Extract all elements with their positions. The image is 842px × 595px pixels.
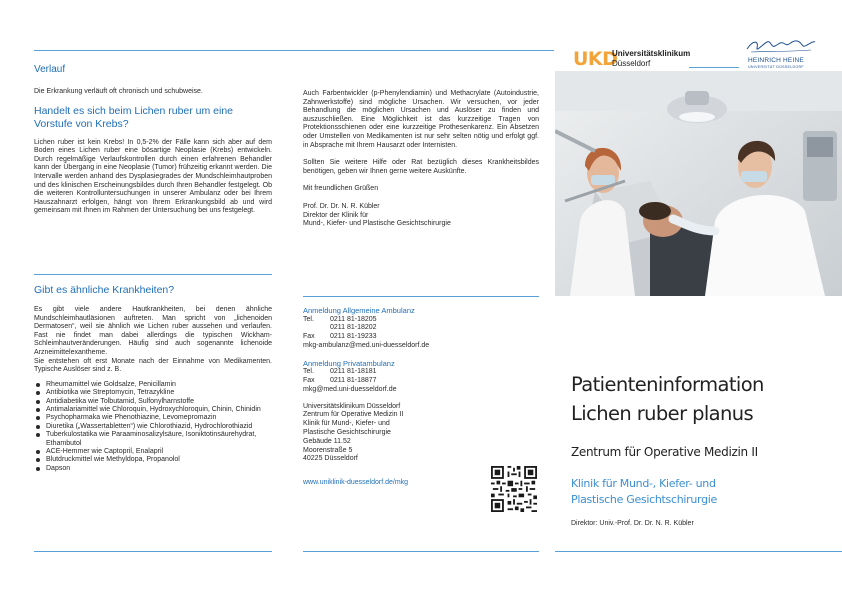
signature-block xyxy=(303,203,539,229)
verlauf-text: Die Erkrankung verläuft oft chronisch und schubweise. xyxy=(34,88,203,95)
page-title xyxy=(571,370,764,428)
allg-contact xyxy=(303,316,539,351)
list-item: Antidiabetika wie Tolbutamid, Sulfonylharnstoffe xyxy=(34,398,272,406)
clinic-photo xyxy=(555,71,842,296)
bullet-icon xyxy=(36,467,40,471)
bullet-icon xyxy=(36,416,40,420)
krebs-text: Lichen ruber ist kein Krebs! In 0,5-2% der Fälle kann sich aber auf dem Boden eines Lichen ruber eine bösartige Neoplasie (Krebs) entwickeln. Durch regelmäßige Verlaufskontrollen durch einen erfahrenen Behandler kann der Übergang in eine Neoplasie (Tumor) frühzeitig erkannt werden. Die Intervalle werden anhand des Dysplasiegrades der Mundschleimhautproben und des klinischen Erscheinungsbildes durch Ihren Behandler festgelegt. Ob die weiteren Kontrolluntersuchungen in unserer Ambulanz oder bei Ihrem Hauszahnarzt erfolgen, hängt von Ihrem Erkrankungsbild ab und wird gemeinsam mit Ihnen im Rahmen der Untersuchung bei uns festgelegt. xyxy=(34,138,272,215)
ukd-logo: UKD xyxy=(573,48,618,70)
fax-number: 0211 81-18877 xyxy=(330,376,377,384)
list-item: Dapson xyxy=(34,465,272,473)
website-link[interactable]: www.uniklinik-duesseldorf.de/mkg xyxy=(303,479,409,487)
address-line: 40225 Düsseldorf xyxy=(303,455,358,463)
list-item: Antimalariamittel wie Chloroquin, Hydroxychloroquin, Chinin, Chinidin xyxy=(34,406,272,414)
medication-list xyxy=(34,381,272,473)
contact-block xyxy=(303,306,539,486)
address-block xyxy=(303,403,539,465)
bullet-icon xyxy=(36,433,40,437)
clinic-line-1: Klinik für Mund-, Kiefer- und xyxy=(571,477,716,490)
list-item: Rheumamittel wie Goldsalze, Penicillamin xyxy=(34,381,272,389)
left-column xyxy=(34,64,272,216)
greeting: Mit freundlichen Grüßen xyxy=(303,185,379,193)
address-line: Zentrum für Operative Medizin II xyxy=(303,411,404,419)
hhu-signature-logo xyxy=(745,36,817,56)
middle-paragraph-1: Auch Farbentwickler (p-Phenylendiamin) und Methacrylate (Autoindustrie, Zahnwerkstoffe) sind mögliche Ursachen. Wir versuchen, vor jeder Behandlung die möglichen Ursachen und Auslöser zu finden und auszuschließen. Eine Möglichkeit ist das kurzzeitige Tragen von Protektionsschienen oder eine kurzzeitige Prothesenkarenz. Ein Absetzen oder Umstellen von Medikamenten ist nur sehr selten nötig und erfolgt ggf. in Absprache mit Ihrem Hausarzt oder Internisten. xyxy=(303,90,539,149)
heading-krebs: Handelt es sich beim Lichen ruber um eine Vorstufe von Krebs? xyxy=(34,104,234,130)
bottom-rule-left xyxy=(34,551,272,552)
hhu-subtitle: UNIVERSITÄT DÜSSELDORF xyxy=(748,65,804,69)
phone-number: 0211 81-18202 xyxy=(330,324,377,332)
fax-key: Fax xyxy=(303,333,315,341)
tel-key: Tel. xyxy=(303,368,314,376)
signature-line: Mund-, Kiefer- und Plastische Gesichtschirurgie xyxy=(303,220,451,228)
address-line: Klinik für Mund-, Kiefer- und xyxy=(303,420,390,428)
clinic-name xyxy=(571,476,717,507)
middle-column xyxy=(303,90,539,229)
middle-paragraph-2: Sollten Sie weitere Hilfe oder Rat bezüglich dieses Krankheitsbildes benötigen, geben wir Ihnen gerne weitere Auskünfte. xyxy=(303,159,539,175)
list-item: ACE-Hemmer wie Captopril, Enalapril xyxy=(34,448,272,456)
director-line: Direktor: Univ.-Prof. Dr. Dr. N. R. Kübler xyxy=(571,520,694,527)
ukd-name xyxy=(612,49,690,68)
fax-number: 0211 81-19233 xyxy=(330,333,377,341)
address-line: Gebäude 11.52 xyxy=(303,437,351,445)
phone-number: 0211 81-18205 xyxy=(330,315,377,323)
bullet-icon xyxy=(36,391,40,395)
left-section-rule-1 xyxy=(34,274,272,275)
heading-aehnlich: Gibt es ähnliche Krankheiten? xyxy=(34,284,175,296)
email-link[interactable]: mkg-ambulanz@med.uni-duesseldorf.de xyxy=(303,341,430,349)
bullet-icon xyxy=(36,458,40,462)
aehnlich-text: Es gibt viele andere Hautkrankheiten, bei denen ähnliche Mundschleimhautläsionen auftreten. Man spricht von „lichenoiden Dermatosen“, weil sie ähnlich wie Lichen ruber aussehen und verlaufen. Fast nie findet man dabei allerdings die typischen Wickham-Schleimhautveränderungen. Häufig sind auch sogenannte lichenoide Arzneimittelexantheme. xyxy=(34,306,272,356)
left-column-lower xyxy=(34,284,272,473)
allg-ambulanz-label: Anmeldung Allgemeine Ambulanz xyxy=(303,306,415,315)
priv-contact xyxy=(303,368,539,394)
email-link[interactable]: mkg@med.uni-duesseldorf.de xyxy=(303,385,397,393)
signature-line: Prof. Dr. Dr. N. R. Kübler xyxy=(303,202,380,210)
title-line-2: Lichen ruber planus xyxy=(571,402,754,425)
address-line: Universitätsklinikum Düsseldorf xyxy=(303,402,401,410)
top-rule-right xyxy=(689,67,739,68)
middle-section-rule xyxy=(303,296,539,297)
address-line: Moorenstraße 5 xyxy=(303,446,353,454)
clinic-line-2: Plastische Gesichtschirurgie xyxy=(571,492,717,506)
heading-verlauf: Verlauf xyxy=(34,64,66,75)
list-item: Tuberkulostatika wie Paraaminosalizylsäure, Isoniktotinsäurehydrat, Ethambutol xyxy=(34,431,272,448)
bullet-icon xyxy=(36,383,40,387)
bullet-icon xyxy=(36,400,40,404)
bullet-icon xyxy=(36,450,40,454)
address-line: Plastische Gesichtschirurgie xyxy=(303,428,391,436)
list-item: Blutdruckmittel wie Methyldopa, Propanolol xyxy=(34,456,272,464)
title-line-1: Patienteninformation xyxy=(571,373,764,396)
tel-key: Tel. xyxy=(303,315,314,323)
list-item: Diuretika („Wassertabletten“) wie Chlorothiazid, Hydrochlorothiazid xyxy=(34,423,272,431)
bottom-rule-mid xyxy=(303,551,539,552)
list-item: Antibiotika wie Streptomycin, Tetrazykline xyxy=(34,389,272,397)
hhu-name: HEINRICH HEINE xyxy=(748,57,804,64)
aehnlich-text-2: Sie entstehen oft erst Monate nach der Einnahme von Medikamenten. Typische Auslöser sind z. B. xyxy=(34,357,272,374)
subtitle: Zentrum für Operative Medizin II xyxy=(571,445,758,459)
ukd-name-line-2: Düsseldorf xyxy=(612,58,651,68)
qr-code-icon xyxy=(491,466,537,512)
bullet-icon xyxy=(36,408,40,412)
phone-number: 0211 81-18181 xyxy=(330,368,377,376)
priv-ambulanz-label: Anmeldung Privatambulanz xyxy=(303,358,395,368)
dental-treatment-image xyxy=(555,71,842,296)
signature-line: Direktor der Klinik für xyxy=(303,211,369,219)
fax-key: Fax xyxy=(303,376,315,384)
top-rule-left xyxy=(34,50,554,51)
ukd-name-line-1: Universitätsklinikum xyxy=(612,49,691,58)
bottom-rule-right xyxy=(555,551,842,552)
list-item: Psychopharmaka wie Phenothiazine, Levomepromazin xyxy=(34,414,272,422)
bullet-icon xyxy=(36,425,40,429)
